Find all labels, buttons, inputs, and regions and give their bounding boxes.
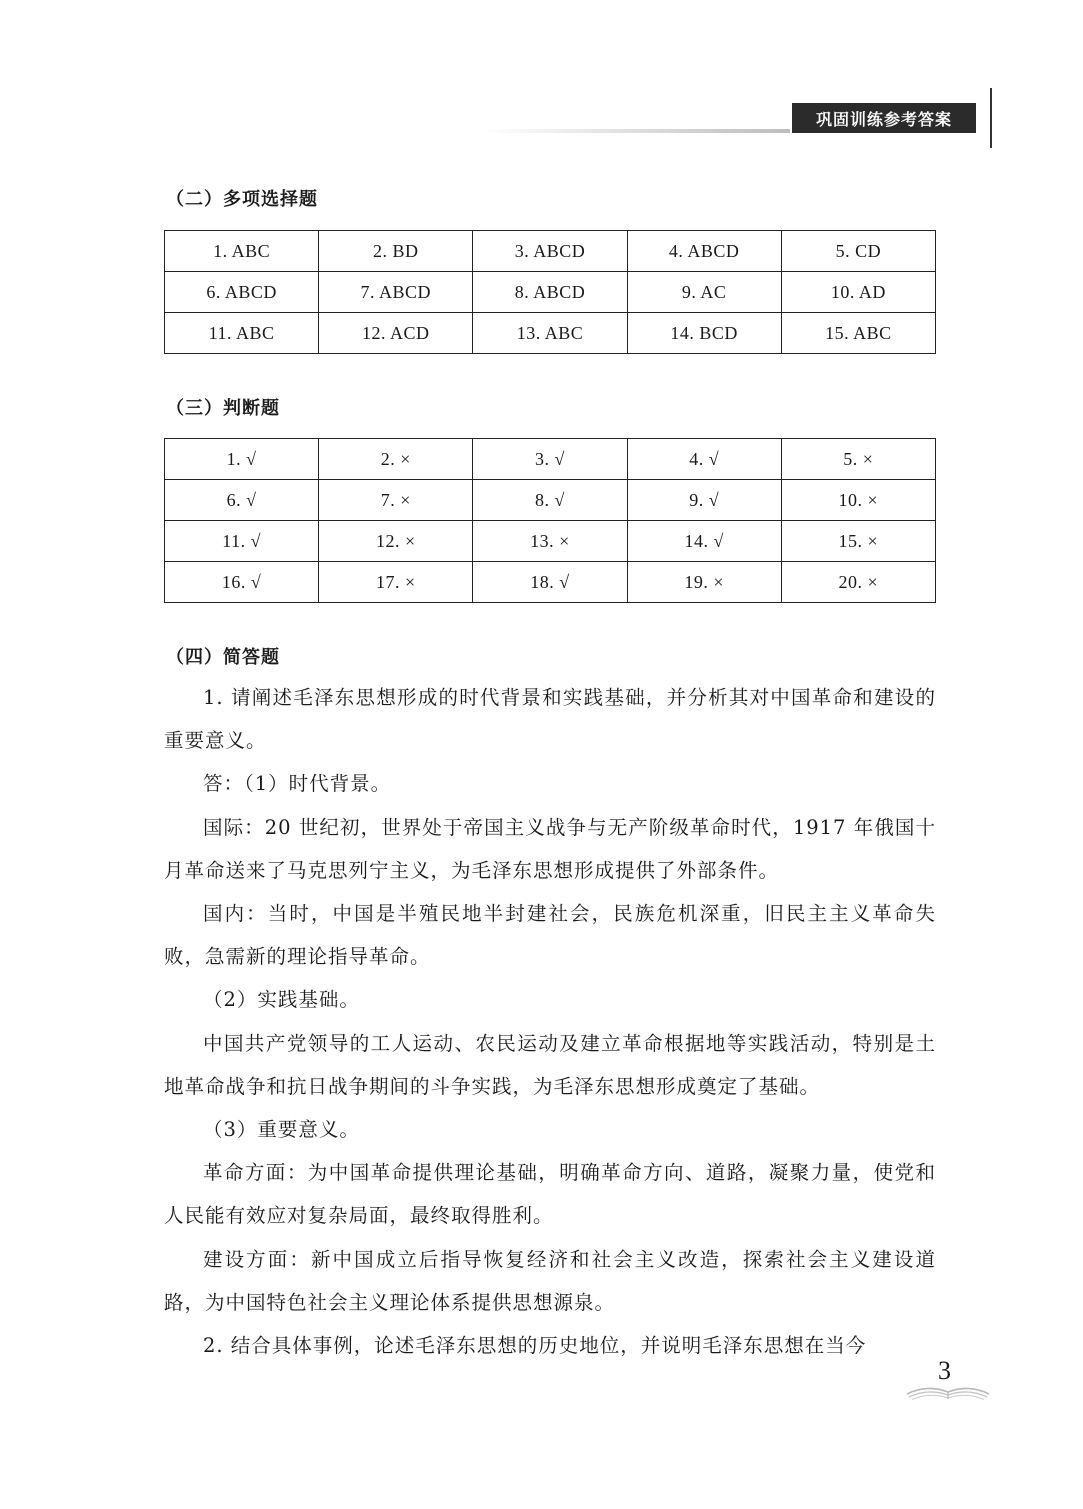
- table-cell: 3. √: [473, 439, 627, 480]
- table-cell: 12. ACD: [319, 313, 473, 354]
- table-row: [165, 439, 936, 480]
- table-row: [165, 562, 936, 603]
- table-cell: 4. ABCD: [627, 231, 781, 272]
- answer-paragraph-revolution: 革命方面：为中国革命提供理论基础，明确革命方向、道路，凝聚力量，使党和人民能有效应对复杂局面，最终取得胜利。: [164, 1161, 936, 1228]
- table-cell: 9. AC: [627, 272, 781, 313]
- table-cell: 2. ×: [319, 439, 473, 480]
- header-vertical-rule: [990, 88, 992, 148]
- table-cell: 11. √: [165, 521, 319, 562]
- table-cell: 15. ABC: [781, 313, 935, 354]
- table-cell: 16. √: [165, 562, 319, 603]
- short-answer-body: [164, 676, 936, 1367]
- question-1: 1. 请阐述毛泽东思想形成的时代背景和实践基础，并分析其对中国革命和建设的重要意义。: [164, 686, 936, 753]
- header-gradient-line: [480, 129, 790, 133]
- table-row: [165, 313, 936, 354]
- section-title-short-answer: （四）简答题: [166, 647, 280, 668]
- multiple-choice-answer-table: [164, 230, 936, 354]
- page-number: 3: [938, 1356, 951, 1385]
- table-cell: 15. ×: [781, 521, 935, 562]
- table-row: [165, 480, 936, 521]
- section-title-multiple-choice: （二）多项选择题: [166, 189, 318, 210]
- table-row: [165, 231, 936, 272]
- table-cell: 4. √: [627, 439, 781, 480]
- table-cell: 2. BD: [319, 231, 473, 272]
- table-cell: 7. ×: [319, 480, 473, 521]
- table-cell: 12. ×: [319, 521, 473, 562]
- table-cell: 8. √: [473, 480, 627, 521]
- answer-paragraph-international: 国际：20 世纪初，世界处于帝国主义战争与无产阶级革命时代，1917 年俄国十月革命送来了马克思列宁主义，为毛泽东思想形成提供了外部条件。: [164, 815, 936, 882]
- table-cell: 20. ×: [781, 562, 935, 603]
- table-cell: 6. ABCD: [165, 272, 319, 313]
- true-false-answer-table: [164, 438, 936, 603]
- table-cell: 13. ×: [473, 521, 627, 562]
- table-cell: 6. √: [165, 480, 319, 521]
- table-cell: 1. √: [165, 439, 319, 480]
- table-cell: 3. ABCD: [473, 231, 627, 272]
- table-cell: 13. ABC: [473, 313, 627, 354]
- table-cell: 14. BCD: [627, 313, 781, 354]
- answer-heading-3: （3）重要意义。: [203, 1118, 360, 1142]
- table-cell: 5. CD: [781, 231, 935, 272]
- table-cell: 1. ABC: [165, 231, 319, 272]
- section-title-true-false: （三）判断题: [166, 398, 280, 419]
- answer-paragraph-construction: 建设方面：新中国成立后指导恢复经济和社会主义改造，探索社会主义建设道路，为中国特色社会主义理论体系提供思想源泉。: [164, 1247, 936, 1314]
- table-cell: 14. √: [627, 521, 781, 562]
- table-row: [165, 521, 936, 562]
- table-cell: 19. ×: [627, 562, 781, 603]
- table-cell: 10. ×: [781, 480, 935, 521]
- answer-heading-1: 答：（1）时代背景。: [203, 772, 392, 796]
- table-cell: 8. ABCD: [473, 272, 627, 313]
- answer-paragraph-practice: 中国共产党领导的工人运动、农民运动及建立革命根据地等实践活动，特别是土地革命战争和抗日战争期间的斗争实践，为毛泽东思想形成奠定了基础。: [164, 1031, 936, 1098]
- table-cell: 18. √: [473, 562, 627, 603]
- answer-heading-2: （2）实践基础。: [203, 988, 360, 1012]
- table-cell: 7. ABCD: [319, 272, 473, 313]
- answer-paragraph-domestic: 国内：当时，中国是半殖民地半封建社会，民族危机深重，旧民主主义革命失败，急需新的理论指导革命。: [164, 902, 936, 969]
- table-cell: 9. √: [627, 480, 781, 521]
- table-cell: 10. AD: [781, 272, 935, 313]
- open-book-icon: [905, 1378, 991, 1400]
- table-cell: 17. ×: [319, 562, 473, 603]
- table-cell: 5. ×: [781, 439, 935, 480]
- question-2: 2. 结合具体事例，论述毛泽东思想的历史地位，并说明毛泽东思想在当今: [203, 1334, 867, 1358]
- table-row: [165, 272, 936, 313]
- header-title: 巩固训练参考答案: [792, 103, 976, 133]
- table-cell: 11. ABC: [165, 313, 319, 354]
